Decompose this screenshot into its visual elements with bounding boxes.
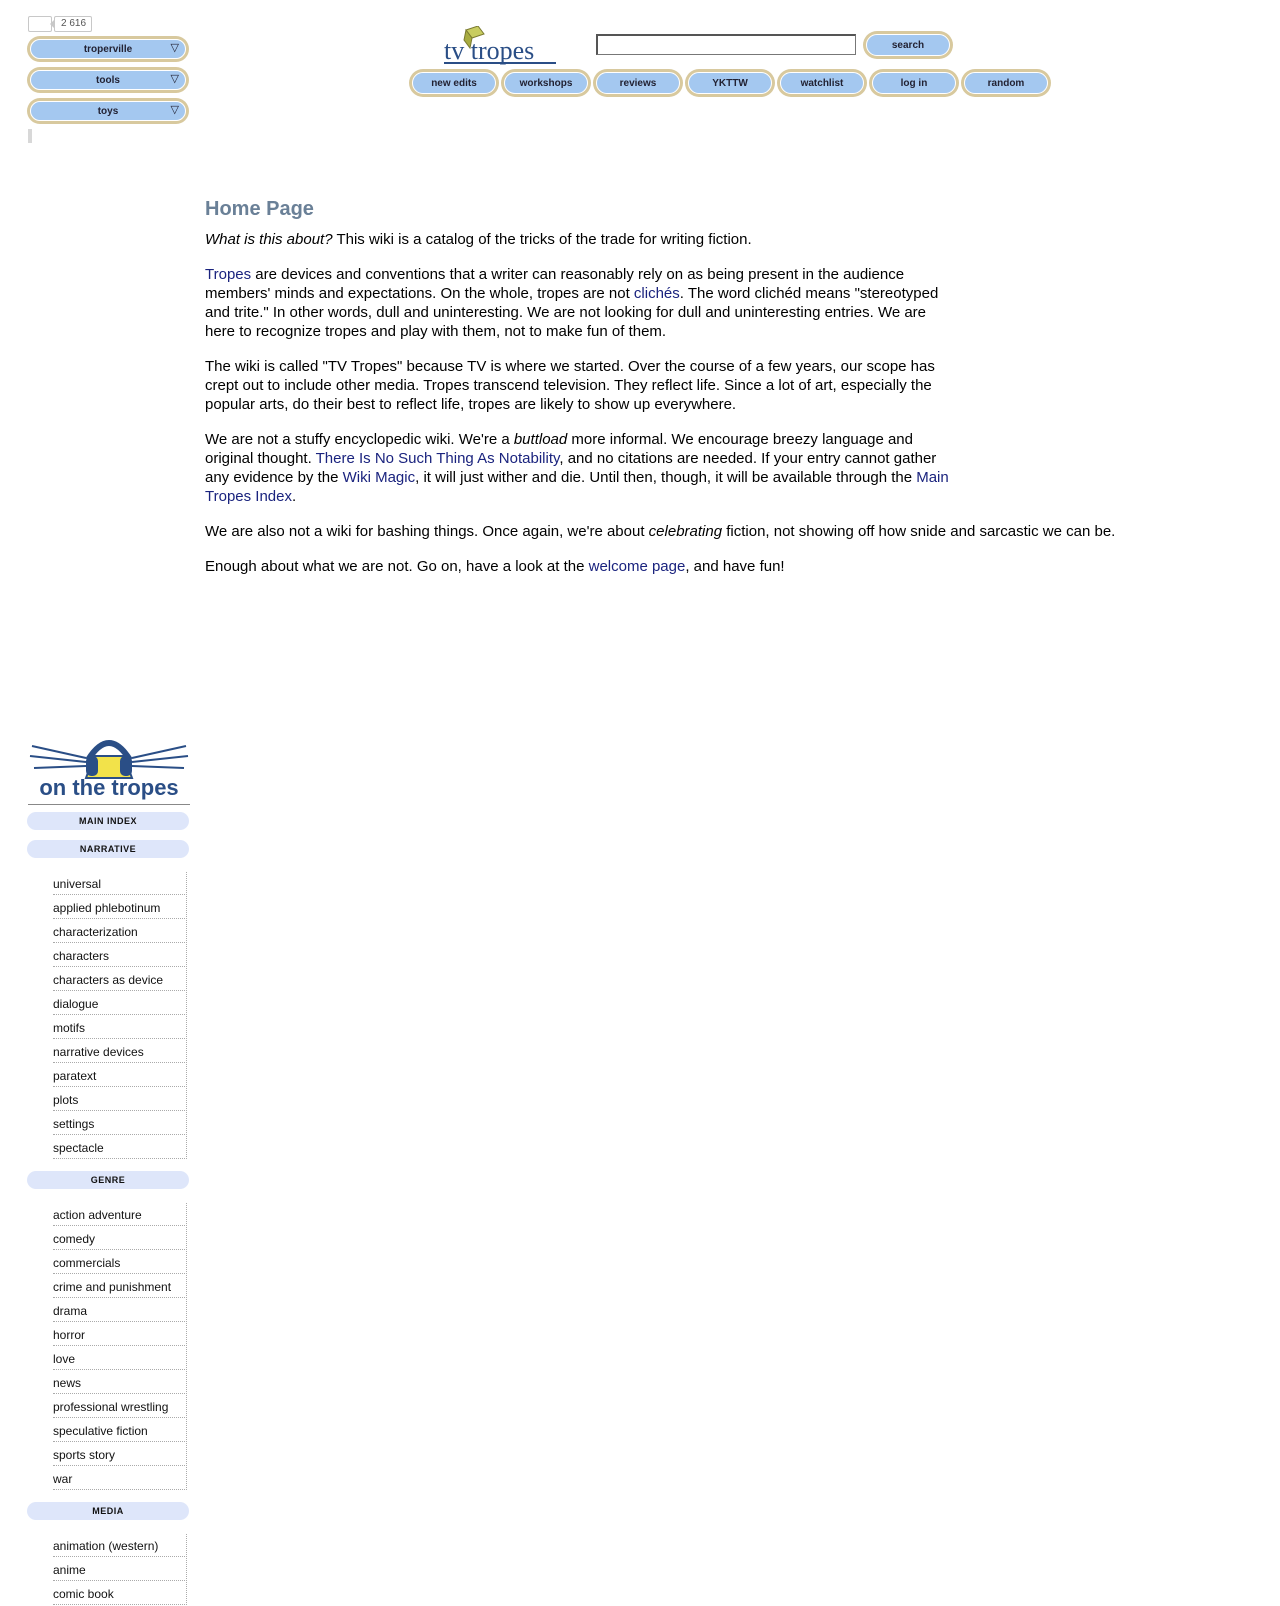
chevron-down-icon: ▽ <box>170 104 179 116</box>
paragraph-name: The wiki is called "TV Tropes" because TV is where we started. Over the course of a few years, our scope has crept out to include other media. Tropes transcend television. They reflect life. Since a lot of art, especially the popular arts, do their best to reflect life, tropes are likely to show up everywhere. <box>205 358 935 413</box>
list-item[interactable]: action adventure <box>53 1203 187 1226</box>
chevron-down-icon: ▽ <box>170 73 179 85</box>
nav-label: YKTTW <box>688 72 772 94</box>
list-item[interactable]: drama <box>53 1299 187 1322</box>
list-item[interactable]: crime and punishment <box>53 1275 187 1298</box>
paragraph-bashing: We are also not a wiki for bashing things. Once again, we're about celebrating fiction, not showing off how snide and sarcastic we can be. <box>205 523 1116 540</box>
list-item[interactable]: applied phlebotinum <box>53 896 187 919</box>
logo-text: on the tropes <box>39 775 179 800</box>
nav-label: watchlist <box>780 72 864 94</box>
nav-workshops[interactable] <box>501 69 591 97</box>
nav-reviews[interactable] <box>593 69 683 97</box>
list-item[interactable]: motifs <box>53 1016 187 1039</box>
link-welcome-page[interactable]: welcome page <box>588 558 686 575</box>
genre-heading: GENRE <box>27 1171 189 1189</box>
genre-list <box>53 1203 187 1491</box>
list-item[interactable]: comedy <box>53 1227 187 1250</box>
chevron-down-icon: ▽ <box>170 42 179 54</box>
list-item[interactable]: war <box>53 1467 187 1490</box>
paragraph-intro: What is this about? This wiki is a catalog of the tricks of the trade for writing fiction. <box>205 231 752 248</box>
link-tropes[interactable]: Tropes <box>205 266 252 283</box>
page-title: Home Page <box>205 198 314 220</box>
list-item[interactable]: anime <box>53 1558 187 1581</box>
logo-text: tv tropes <box>444 36 535 65</box>
nav-log-in[interactable] <box>869 69 959 97</box>
site-logo[interactable] <box>444 26 556 66</box>
list-item[interactable]: love <box>53 1347 187 1370</box>
menu-toys[interactable] <box>27 98 189 124</box>
nav-random[interactable] <box>961 69 1051 97</box>
nav-label: reviews <box>596 72 680 94</box>
list-item[interactable]: settings <box>53 1112 187 1135</box>
menu-label: troperville <box>83 43 133 55</box>
like-button[interactable] <box>28 16 52 32</box>
tv-tropes-logo-icon <box>444 26 556 66</box>
article-body <box>205 230 1205 592</box>
link-notability[interactable]: There Is No Such Thing As Notability <box>315 450 560 467</box>
nav-ykttw[interactable] <box>685 69 775 97</box>
search-button-label: search <box>866 34 950 56</box>
paragraph-informal: We are not a stuffy encyclopedic wiki. We're a buttload more informal. We encourage breezy language and original thought. There Is No Such Thing As Notability, and no citations are needed. If your entry cannot gather any evidence by the Wiki Magic, it will just wither and die. Until then, though, it will be available through the Main Tropes Index. <box>205 431 949 505</box>
menu-label: toys <box>97 105 119 117</box>
like-count: 2 616 <box>54 16 92 32</box>
list-item[interactable]: commercials <box>53 1251 187 1274</box>
nav-label: log in <box>872 72 956 94</box>
search-input[interactable] <box>596 34 856 55</box>
paragraph-tropes: Tropes are devices and conventions that a writer can reasonably rely on as being present in the audience members' minds and expectations. On the whole, tropes are not clichés. The word clichéd means "stereotyped and trite." In other words, dull and uninteresting. We are not looking for dull and uninteresting entries. We are here to recognize tropes and play with them, not to make fun of them. <box>205 266 939 340</box>
list-item[interactable]: universal <box>53 872 187 895</box>
list-item[interactable]: sports story <box>53 1443 187 1466</box>
list-item[interactable]: dialogue <box>53 992 187 1015</box>
list-item[interactable]: news <box>53 1371 187 1394</box>
nav-label: workshops <box>504 72 588 94</box>
nav-new-edits[interactable] <box>409 69 499 97</box>
list-item[interactable]: characters as device <box>53 968 187 991</box>
menu-label: tools <box>96 74 120 86</box>
nav-label: new edits <box>412 72 496 94</box>
menu-tools[interactable] <box>27 67 189 93</box>
link-wiki-magic[interactable]: Wiki Magic <box>342 469 416 486</box>
nav-watchlist[interactable] <box>777 69 867 97</box>
list-item[interactable]: animation (western) <box>53 1534 187 1557</box>
nav-label: random <box>964 72 1048 94</box>
list-item[interactable]: speculative fiction <box>53 1419 187 1442</box>
media-list <box>53 1534 187 1606</box>
list-item[interactable]: paratext <box>53 1064 187 1087</box>
headphones-logo-icon <box>28 732 190 800</box>
list-item[interactable]: spectacle <box>53 1136 187 1159</box>
paragraph-welcome: Enough about what we are not. Go on, have a look at the welcome page, and have fun! <box>205 558 785 575</box>
link-main-tropes-index[interactable]: Main Tropes Index <box>205 469 949 505</box>
list-item[interactable]: plots <box>53 1088 187 1111</box>
narrative-heading: NARRATIVE <box>27 840 189 858</box>
list-item[interactable]: professional wrestling <box>53 1395 187 1418</box>
list-item[interactable]: comic book <box>53 1582 187 1605</box>
list-item[interactable]: narrative devices <box>53 1040 187 1063</box>
list-item[interactable]: characters <box>53 944 187 967</box>
scroll-stub <box>28 129 32 143</box>
list-item[interactable]: horror <box>53 1323 187 1346</box>
search-button[interactable] <box>863 31 953 59</box>
narrative-list <box>53 872 187 1160</box>
on-the-tropes-logo[interactable] <box>28 732 190 805</box>
menu-troperville[interactable] <box>27 36 189 62</box>
link-cliches[interactable]: clichés <box>633 285 680 302</box>
main-index-link[interactable]: MAIN INDEX <box>27 812 189 830</box>
media-heading: MEDIA <box>27 1502 189 1520</box>
list-item[interactable]: characterization <box>53 920 187 943</box>
